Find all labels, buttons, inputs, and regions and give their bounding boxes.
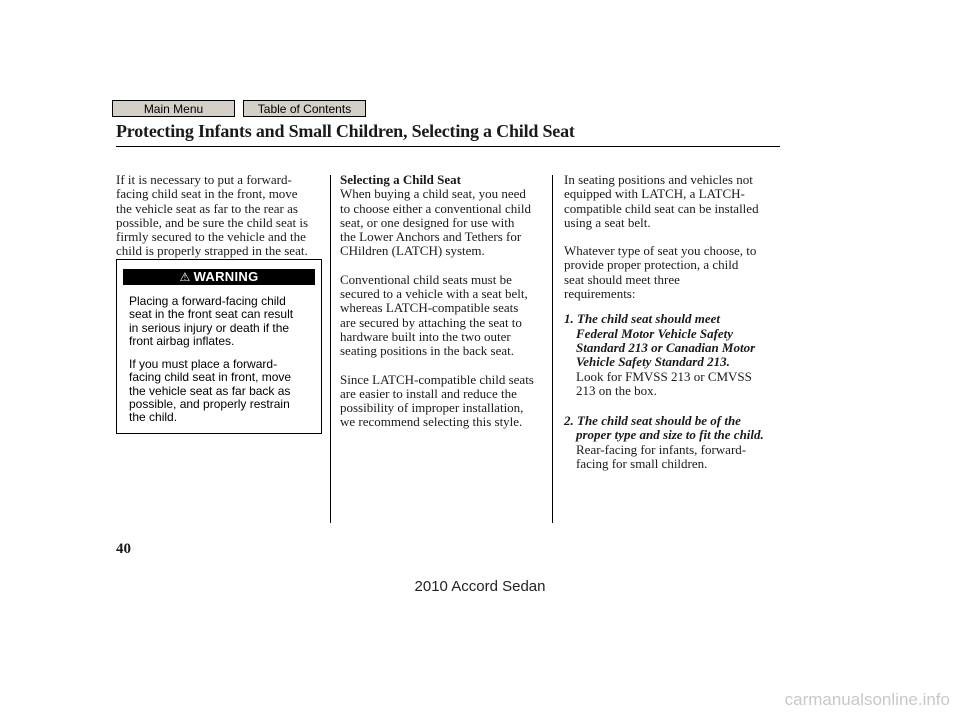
requirement-2-body: Rear-facing for infants, forward- facing for small children. bbox=[576, 441, 747, 472]
column-3-paragraph-2: Whatever type of seat you choose, to provide proper protection, a child seat should meet three requirements: bbox=[564, 243, 757, 302]
column-divider-right bbox=[552, 175, 553, 523]
column-2-paragraph-3: Since LATCH-compatible child seats are easier to install and reduce the possibility of improper installation, we recommend selecting this style. bbox=[340, 371, 534, 430]
warning-banner bbox=[123, 269, 315, 285]
page-number: 40 bbox=[116, 541, 131, 557]
page-title: Protecting Infants and Small Children, Selecting a Child Seat bbox=[116, 121, 575, 141]
column-2-paragraph-1: When buying a child seat, you need to choose either a conventional child seat, or one designed for use with the Lower Anchors and Tethers for CHildren (LATCH) system. bbox=[340, 186, 531, 259]
requirement-2-heading: 2. The child seat should be of the proper type and size to fit the child. bbox=[564, 413, 764, 443]
column-3-paragraph-1: In seating positions and vehicles not equipped with LATCH, a LATCH- compatible child seat can be installed using a seat belt. bbox=[564, 172, 759, 230]
column-3 bbox=[564, 173, 776, 471]
warning-text bbox=[129, 295, 319, 425]
warning-box bbox=[116, 259, 322, 434]
table-of-contents-button[interactable]: Table of Contents bbox=[243, 100, 366, 117]
column-2 bbox=[340, 173, 550, 430]
warning-triangle-icon: ⚠ bbox=[179, 270, 191, 284]
warning-paragraph-2: If you must place a forward- facing child seat in front, move the vehicle seat as far back as possible, and properly restrain the child. bbox=[129, 357, 292, 425]
footer-model-label: 2010 Accord Sedan bbox=[414, 578, 546, 595]
requirement-2 bbox=[564, 414, 776, 471]
requirement-1-body: Look for FMVSS 213 or CMVSS 213 on the box. bbox=[576, 368, 752, 398]
column-1-paragraph: If it is necessary to put a forward- facing child seat in the front, move the vehicle seat as far to the rear as possible, and be sure the child seat is firmly secured to the vehicle and the child is properly strapped in the seat. bbox=[116, 172, 309, 259]
watermark: carmanualsonline.info bbox=[784, 690, 950, 709]
column-divider-left bbox=[330, 175, 331, 523]
section-heading: Selecting a Child Seat bbox=[340, 172, 461, 187]
main-menu-button[interactable]: Main Menu bbox=[112, 100, 235, 117]
warning-paragraph-1: Placing a forward-facing child seat in the front seat can result in serious injury or death if the front airbag inflates. bbox=[129, 294, 294, 348]
column-1 bbox=[116, 173, 326, 259]
header-divider bbox=[116, 146, 780, 147]
warning-label: WARNING bbox=[193, 269, 259, 284]
requirement-1-heading: 1. The child seat should meet Federal Motor Vehicle Safety Standard 213 or Canadian Motor Vehicle Safety Standard 213. bbox=[564, 311, 756, 370]
column-2-paragraph-2: Conventional child seats must be secured to a vehicle with a seat belt, whereas LATCH-compatible seats are secured by attaching the seat to hardware built into the two outer seating positions in the back seat. bbox=[340, 271, 528, 359]
requirement-1 bbox=[564, 312, 776, 398]
